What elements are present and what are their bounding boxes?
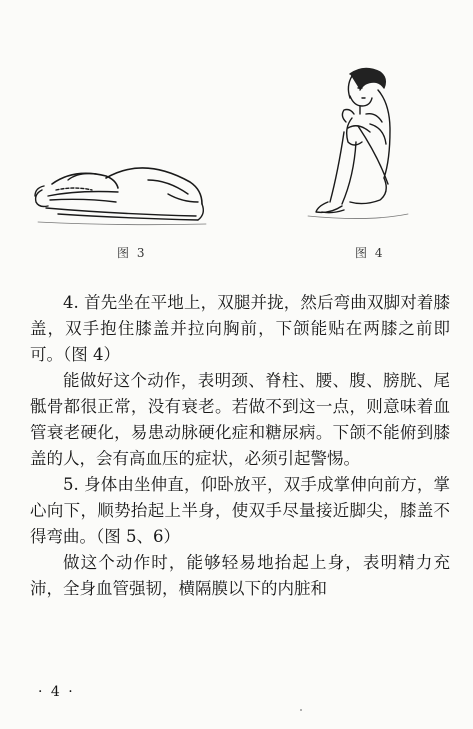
paragraph-step-5: 5. 身体由坐伸直，仰卧放平，双手成掌伸向前方，掌心向下，顺势抬起上半身，使双手尽量接近脚尖，膝盖不得弯曲。（图 5、6） [30, 475, 450, 546]
figure-3-caption: 图 3 [117, 246, 147, 260]
paragraph-step-5-explanation: 做这个动作时，能够轻易地抬起上身，表明精力充沛，全身血管强韧，横隔膜以下的内脏和 [30, 553, 450, 598]
body-text [30, 290, 450, 602]
paragraph-step-4-explanation: 能做好这个动作，表明颈、脊柱、腰、腹、膀胱、尾骶骨都很正常，没有衰老。若做不到这一点，则意味着血管衰老硬化，易患动脉硬化症和糖尿病。下颌不能俯到膝盖的人，会有高血压的症状，必须引起警惕。 [30, 371, 450, 468]
paragraph-step-4: 4. 首先坐在平地上，双腿并拢，然后弯曲双脚对着膝盖，双手抱住膝盖并拉向胸前，下颌能贴在两膝之前即可。（图 4） [30, 293, 450, 364]
figure-4-illustration [292, 66, 422, 226]
print-speck [300, 709, 302, 711]
figure-3-illustration [28, 150, 218, 230]
figure-4-caption: 图 4 [355, 246, 385, 260]
page-number: · 4 · [38, 684, 75, 700]
